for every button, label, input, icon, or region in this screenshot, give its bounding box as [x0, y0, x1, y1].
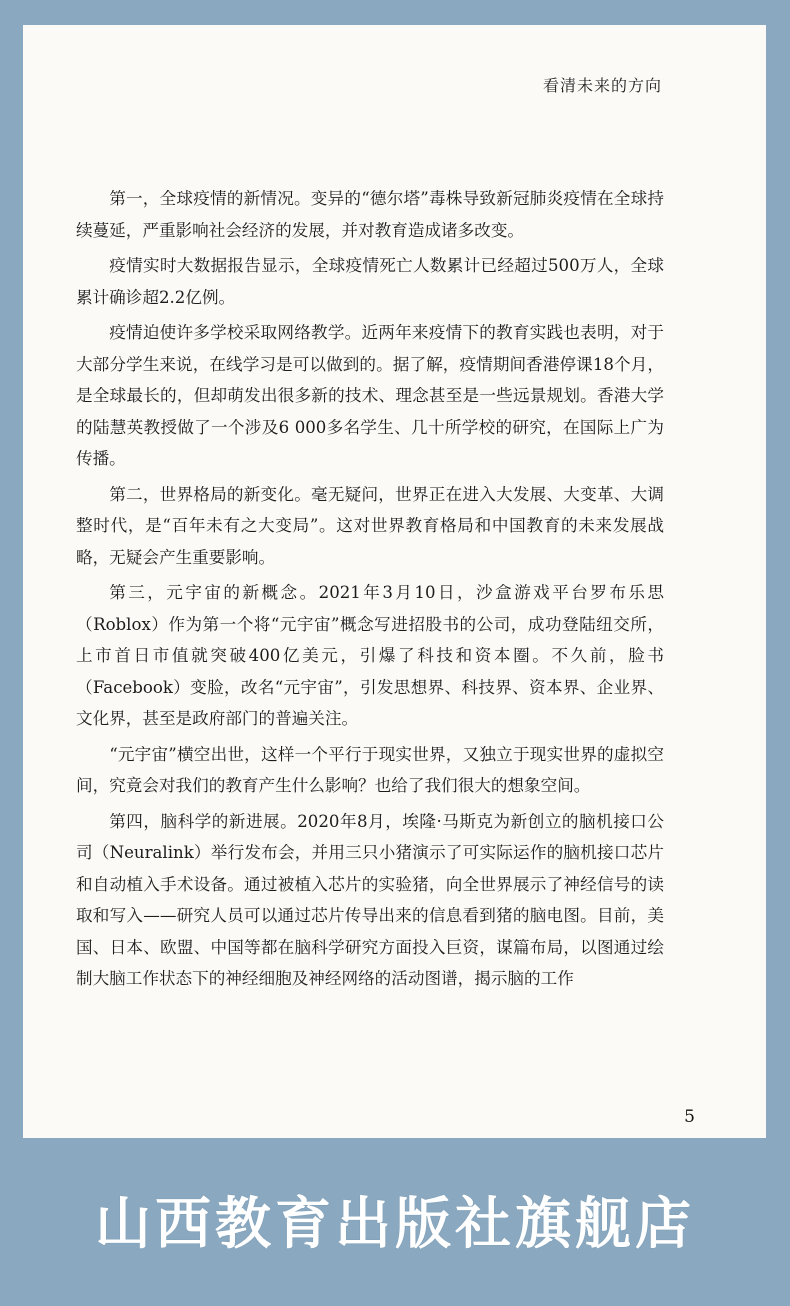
paragraph: “元宇宙”横空出世，这样一个平行于现实世界，又独立于现实世界的虚拟空间，究竟会对我们的教育产生什么影响？也给了我们很大的想象空间。 — [76, 744, 664, 795]
store-banner: 山西教育出版社旗舰店 — [95, 1192, 695, 1257]
paragraph: 第二，世界格局的新变化。毫无疑问，世界正在进入大发展、大变革、大调整时代，是“百年未有之大变局”。这对世界教育格局和中国教育的未来发展战略，无疑会产生重要影响。 — [76, 484, 664, 567]
paragraph: 疫情实时大数据报告显示，全球疫情死亡人数累计已经超过500万人，全球累计确诊超2.2亿例。 — [76, 256, 664, 307]
body-text — [76, 183, 664, 999]
paragraph: 第三，元宇宙的新概念。2021年3月10日，沙盒游戏平台罗布乐思（Roblox）作为第一个将“元宇宙”概念写进招股书的公司，成功登陆纽交所，上市首日市值就突破400亿美元，引爆了科技和资本圈。不久前，脸书（Facebook）变脸，改名“元宇宙”，引发思想界、科技界、资本界、企业界、文化界，甚至是政府部门的普遍关注。 — [76, 583, 664, 728]
paragraph: 疫情迫使许多学校采取网络教学。近两年来疫情下的教育实践也表明，对于大部分学生来说，在线学习是可以做到的。据了解，疫情期间香港停课18个月，是全球最长的，但却萌发出很多新的技术、理念甚至是一些远景规划。香港大学的陆慧英教授做了一个涉及6 000多名学生、几十所学校的研究，在国际上广为传播。 — [76, 323, 664, 468]
running-header: 看清未来的方向 — [542, 76, 662, 95]
paragraph: 第一，全球疫情的新情况。变异的“德尔塔”毒株导致新冠肺炎疫情在全球持续蔓延，严重影响社会经济的发展，并对教育造成诸多改变。 — [76, 189, 664, 240]
book-page — [23, 25, 766, 1138]
page-number: 5 — [684, 1107, 695, 1127]
paragraph: 第四，脑科学的新进展。2020年8月，埃隆·马斯克为新创立的脑机接口公司（Neuralink）举行发布会，并用三只小猪演示了可实际运作的脑机接口芯片和自动植入手术设备。通过被植入芯片的实验猪，向全世界展示了神经信号的读取和写入——研究人员可以通过芯片传导出来的信息看到猪的脑电图。目前，美国、日本、欧盟、中国等都在脑科学研究方面投入巨资，谋篇布局，以图通过绘制大脑工作状态下的神经细胞及神经网络的活动图谱，揭示脑的工作 — [76, 811, 664, 988]
